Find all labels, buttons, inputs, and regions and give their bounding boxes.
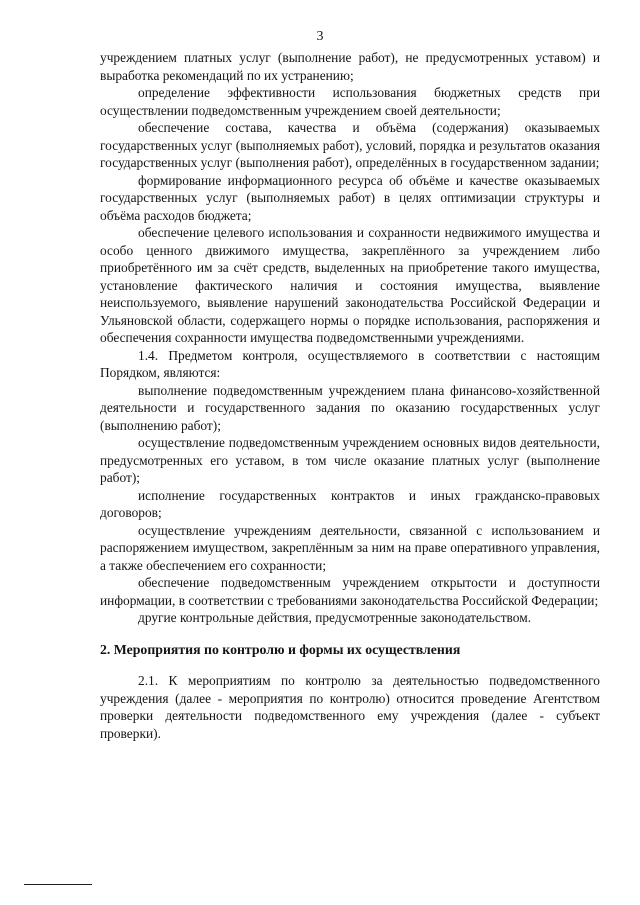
paragraph: выполнение подведомственным учреждением плана финансово-хозяйственной деятельности и государственного задания по оказанию государственных услуг (выполнению работ); <box>100 382 600 433</box>
paragraph: 2.1. К мероприятиям по контролю за деятельностью подведомственного учреждения (далее - мероприятия по контролю) относится проведение Агентством проверки деятельности подведомственного ему учреждения (далее - субъект проверки). <box>100 673 600 741</box>
paragraph: обеспечение целевого использования и сохранности недвижимого имущества и особо ценного движимого имущества, закреплённого за учреждением либо приобретённого им за счёт средств, выделенных на приобретение такого имущества, установление фактического наличия и состояния имущества, выявление неиспользуемого, выявление нарушений законодательства Российской Федерации и Ульяновской области, содержащего нормы о порядке использования, распоряжения и обеспечения сохранности имущества подведомственными учреждениями. <box>100 225 600 345</box>
paragraph: другие контрольные действия, предусмотренные законодательством. <box>138 610 532 625</box>
document-body <box>100 49 600 742</box>
paragraph: обеспечение подведомственным учреждением открытости и доступности информации, в соответствии с требованиями законодательства Российской Федерации; <box>100 575 600 608</box>
footnote-separator <box>24 884 92 885</box>
paragraph: осуществление подведомственным учреждением основных видов деятельности, предусмотренных его уставом, в том числе оказание платных услуг (выполнение работ); <box>100 435 600 485</box>
section-heading: 2. Мероприятия по контролю и формы их осуществления <box>100 641 461 657</box>
paragraph: определение эффективности использования бюджетных средств при осуществлении подведомственным учреждением своей деятельности; <box>100 85 600 118</box>
paragraph: обеспечение состава, качества и объёма (содержания) оказываемых государственных услуг (выполняемых работ), условий, порядка и результатов оказания государственных услуг (выполнения работ), определённых в государственном задании; <box>100 120 600 170</box>
paragraph: исполнение государственных контрактов и иных гражданско-правовых договоров; <box>100 487 600 520</box>
paragraph: формирование информационного ресурса об объёме и качестве оказываемых государственных услуг (выполняемых работ) в целях оптимизации структуры и объёма расходов бюджета; <box>100 172 600 223</box>
paragraph-continued: учреждением платных услуг (выполнение работ), не предусмотренных уставом) и выработка рекомендаций по их устранению; <box>100 50 600 83</box>
page-number: 3 <box>316 29 324 44</box>
paragraph: осуществление учреждениям деятельности, связанной с использованием и распоряжением имуществом, закреплённым за ним на праве оперативного управления, а также обеспечением его сохранности; <box>100 522 600 573</box>
paragraph: 1.4. Предметом контроля, осуществляемого в соответствии с настоящим Порядком, являются: <box>100 347 600 380</box>
